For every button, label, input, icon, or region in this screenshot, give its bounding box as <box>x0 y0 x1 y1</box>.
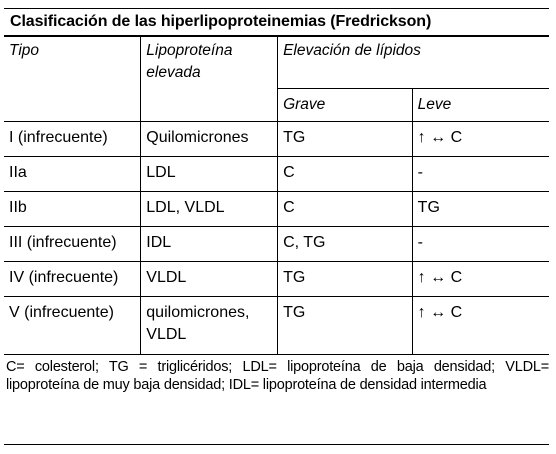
bottom-divider <box>4 444 549 445</box>
header-lipoproteina: Lipoproteína elevada <box>141 37 278 122</box>
table-row <box>4 122 549 157</box>
cell-tipo: I (infrecuente) <box>4 122 141 157</box>
cell-grave: C <box>278 192 413 227</box>
header-row <box>4 37 549 89</box>
cell-tipo: IIa <box>4 157 141 192</box>
cell-lipoproteina: LDL <box>141 157 278 192</box>
header-elevacion: Elevación de lípidos <box>278 37 549 89</box>
cell-tipo: V (infrecuente) <box>4 297 141 355</box>
header-tipo: Tipo <box>4 37 141 122</box>
cell-leve: TG <box>412 192 549 227</box>
cell-lipoproteina: IDL <box>141 227 278 262</box>
cell-lipoproteina: Quilomicrones <box>141 122 278 157</box>
cell-grave: TG <box>278 262 413 297</box>
cell-lipoproteina: VLDL <box>141 262 278 297</box>
cell-grave: C <box>278 157 413 192</box>
cell-leve: ↑ ↔ C <box>412 122 549 157</box>
table-row <box>4 227 549 262</box>
cell-leve: ↑ ↔ C <box>412 262 549 297</box>
table-row <box>4 157 549 192</box>
header-grave: Grave <box>278 89 413 122</box>
table-row <box>4 262 549 297</box>
fredrickson-table <box>4 36 549 355</box>
header-leve: Leve <box>412 89 549 122</box>
table-title: Clasificación de las hiperlipoproteinemias (Fredrickson) <box>4 8 549 36</box>
cell-grave: TG <box>278 297 413 355</box>
cell-leve: - <box>412 157 549 192</box>
cell-leve: - <box>412 227 549 262</box>
cell-lipoproteina: quilomicrones, VLDL <box>141 297 278 355</box>
table-row <box>4 297 549 355</box>
footnote: C= colesterol; TG = triglicéridos; LDL= lipoproteína de baja densidad; VLDL= lipoproteína de muy baja densidad; IDL= lipoproteína de densidad intermedia <box>6 359 549 393</box>
cell-grave: C, TG <box>278 227 413 262</box>
cell-tipo: IV (infrecuente) <box>4 262 141 297</box>
cell-leve: ↑ ↔ C <box>412 297 549 355</box>
cell-lipoproteina: LDL, VLDL <box>141 192 278 227</box>
cell-grave: TG <box>278 122 413 157</box>
table-row <box>4 192 549 227</box>
classification-table-figure <box>4 8 549 394</box>
cell-tipo: III (infrecuente) <box>4 227 141 262</box>
cell-tipo: IIb <box>4 192 141 227</box>
